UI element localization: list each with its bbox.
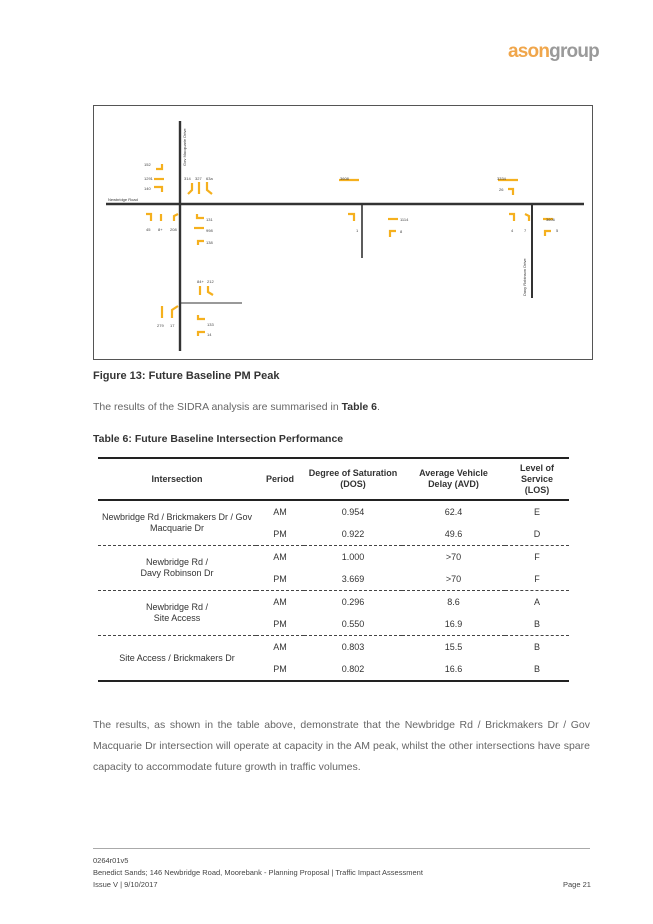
arrow-i3-south-1	[509, 214, 514, 221]
vol-i1-east-1: 131	[206, 217, 213, 222]
period-cell: AM	[273, 642, 287, 652]
vol-i1-east-2: 998	[206, 228, 213, 233]
vol-i1-west-3: 140	[144, 186, 151, 191]
vol-i3-west-1: 3334	[497, 176, 506, 181]
vol-i1-east-3: 138	[206, 240, 213, 245]
period-cell: AM	[273, 597, 287, 607]
arrow-i3-south-2	[525, 214, 529, 221]
table-caption: Table 6: Future Baseline Intersection Performance	[93, 433, 344, 445]
arrow-i1-east-left	[197, 214, 204, 218]
header-avd: Average Vehicle Delay (AVD)	[402, 458, 505, 500]
vol-i1-south-3: 208	[170, 227, 177, 232]
intersection-name: Newbridge Rd / Davy Robinson Dr	[98, 546, 256, 591]
footer-project: Benedict Sands; 146 Newbridge Road, Moorebank - Planning Proposal | Traffic Impact Assessment	[93, 868, 423, 877]
dos-cell: 1.000	[341, 552, 365, 562]
dos-cell: 0.802	[304, 658, 402, 681]
vol-i1-west-1: 152	[144, 162, 151, 167]
traffic-volume-diagram	[93, 105, 593, 360]
avd-cell: 15.5	[444, 642, 463, 652]
header-intersection: Intersection	[98, 458, 256, 500]
period-cell: AM	[273, 552, 287, 562]
vol-i1-north-3: 63a	[206, 176, 213, 181]
vol-i1-sleg-2: 212	[207, 279, 214, 284]
period-cell: PM	[256, 568, 304, 591]
avd-cell: >70	[445, 552, 462, 562]
avd-cell: 62.4	[444, 507, 463, 517]
avd-cell: 16.9	[402, 613, 505, 636]
intersection-name: Site Access / Brickmakers Dr	[98, 636, 256, 682]
vol-i3-south-2: 7	[524, 228, 527, 233]
arrow-i1-sleg-2	[208, 286, 213, 295]
arrow-i1-north-right	[188, 183, 192, 194]
dos-cell: 0.296	[341, 597, 365, 607]
dos-cell: 0.803	[341, 642, 365, 652]
dos-cell: 0.954	[341, 507, 365, 517]
los-cell: F	[505, 568, 569, 591]
arrow-i1-lowerout-1	[198, 315, 205, 319]
arrow-i1-west-left	[156, 164, 162, 169]
los-cell: D	[505, 523, 569, 546]
header-dos: Degree of Saturation (DOS)	[304, 458, 402, 500]
footer-divider	[93, 848, 590, 849]
road-label-newbridge: Newbridge Road	[108, 197, 138, 202]
table-row	[98, 591, 569, 614]
vol-i1-north-1: 314	[184, 176, 191, 181]
avd-cell: >70	[402, 568, 505, 591]
los-cell: F	[534, 552, 540, 562]
table-row	[98, 500, 569, 523]
los-cell: B	[505, 658, 569, 681]
arrow-i1-sw-3	[174, 214, 178, 221]
vol-i2-east: 1114	[400, 217, 409, 222]
header-period: Period	[256, 458, 304, 500]
arrow-i2-south-2	[390, 231, 396, 237]
arrow-i1-east-right	[198, 241, 204, 245]
asongroup-logo: asongroup	[508, 41, 599, 62]
road-label-davy: Davy Robinson Drive	[522, 258, 527, 296]
conclusion-paragraph: The results, as shown in the table above, demonstrate that the Newbridge Rd / Brickmakers Dr / Gov Macquarie Dr intersection will operate at capacity in the AM peak, whilst the other intersections have spare capacity to accommodate future growth in traffic volumes.	[93, 719, 590, 773]
arrow-i1-lowerout-2	[198, 332, 205, 336]
arrow-i1-north-left	[207, 182, 212, 194]
arrow-i3-west-right	[508, 189, 513, 195]
intersection-diagram-svg	[94, 106, 594, 361]
dos-cell: 0.550	[304, 613, 402, 636]
vol-i1-south-1: 45	[146, 227, 151, 232]
vol-i3-east: 3606	[546, 217, 555, 222]
arrow-i1-west-right	[154, 187, 162, 192]
vol-i1-lower-1: 279	[157, 323, 164, 328]
avd-cell: 8.6	[447, 597, 460, 607]
table-row	[98, 546, 569, 569]
vol-i1-sleg-1: 84+	[197, 279, 204, 284]
period-cell: PM	[256, 613, 304, 636]
avd-cell: 49.6	[402, 523, 505, 546]
vol-i3-south-3: 5	[556, 228, 559, 233]
arrow-i3-south-3	[545, 231, 551, 236]
intersection-name: Newbridge Rd / Brickmakers Dr / Gov Macquarie Dr	[98, 500, 256, 546]
footer-issue: Issue V | 9/10/2017	[93, 880, 158, 889]
table-header-row	[98, 458, 569, 500]
vol-i3-south-1: 4	[511, 228, 514, 233]
arrow-i2-south-1	[348, 214, 354, 221]
vol-i1-west-2: 1291	[144, 176, 153, 181]
avd-cell: 16.6	[402, 658, 505, 681]
dos-cell: 3.669	[304, 568, 402, 591]
vol-i2-south-2: 8	[400, 229, 403, 234]
vol-i1-lower-2: 17	[170, 323, 175, 328]
vol-i3-west-2: 26	[499, 187, 504, 192]
period-cell: PM	[256, 658, 304, 681]
footer-ref: 0264r01v5	[93, 856, 129, 865]
figure-caption: Figure 13: Future Baseline PM Peak	[93, 370, 280, 382]
vol-i2-south-1: 1	[356, 228, 359, 233]
vol-i1-lowerout-2: 14	[207, 332, 212, 337]
header-los: Level of Service (LOS)	[505, 458, 569, 500]
vol-i1-north-2: 327	[195, 176, 202, 181]
dos-cell: 0.922	[304, 523, 402, 546]
table-row	[98, 636, 569, 659]
intersection-name: Newbridge Rd / Site Access	[98, 591, 256, 636]
los-cell: B	[533, 642, 540, 652]
vol-i2-west: 3608	[340, 176, 349, 181]
arrow-i1-sw-1	[146, 214, 151, 221]
table-reference: Table 6	[341, 401, 378, 413]
period-cell: AM	[273, 507, 287, 517]
turn-arrows	[146, 164, 553, 336]
los-cell: B	[505, 613, 569, 636]
page-number: Page 21	[563, 880, 591, 889]
arrow-i1-lower-2	[172, 306, 178, 318]
vol-i1-lowerout-1: 133	[207, 322, 214, 327]
vol-i1-south-2: 8+	[158, 227, 163, 232]
intro-paragraph: The results of the SIDRA analysis are summarised in Table 6.	[93, 401, 380, 413]
intersection-performance-table	[98, 457, 569, 682]
period-cell: PM	[256, 523, 304, 546]
los-cell: A	[533, 597, 540, 607]
road-label-gov: Gov Macquarie Drive	[182, 128, 187, 166]
los-cell: E	[533, 507, 540, 517]
